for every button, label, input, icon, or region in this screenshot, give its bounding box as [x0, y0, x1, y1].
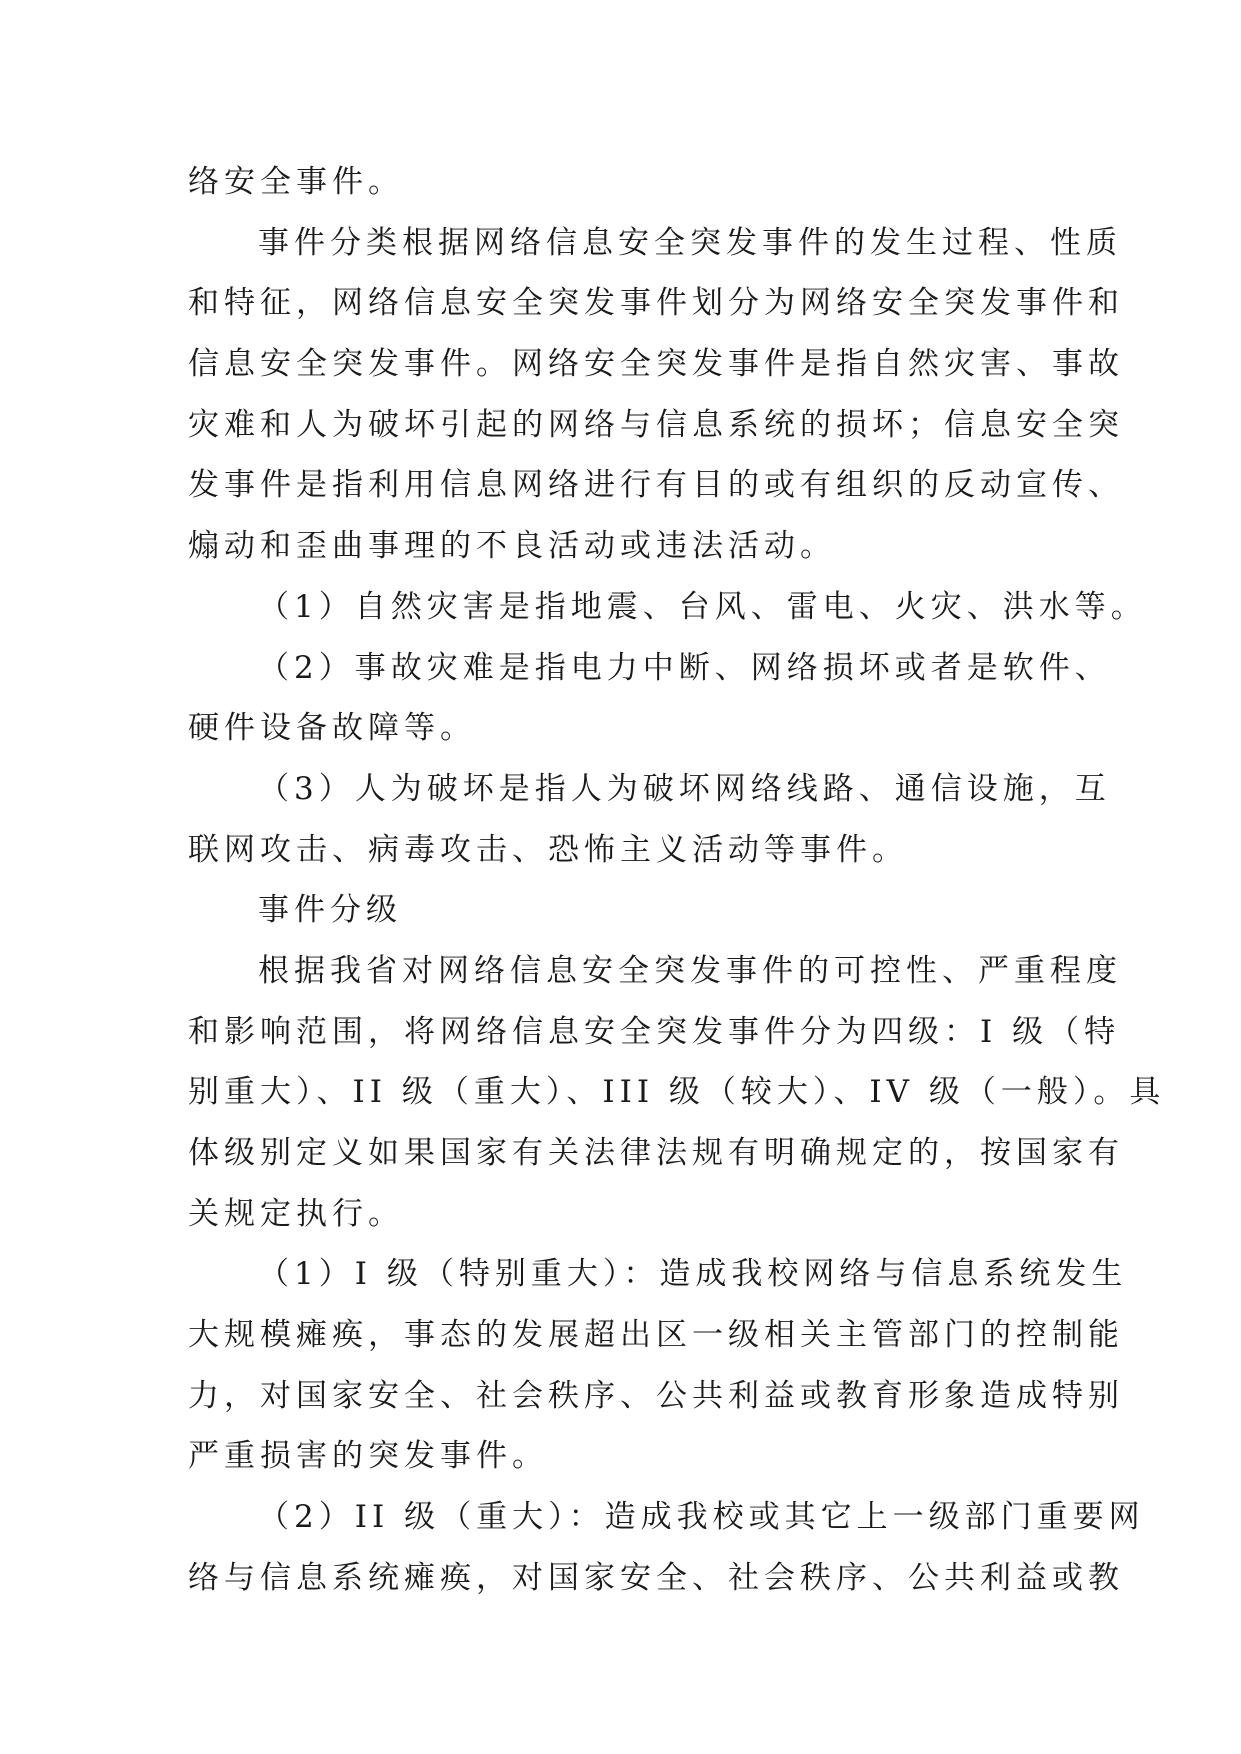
document-body [188, 152, 1166, 1609]
text-line: 联网攻击、病毒攻击、恐怖主义活动等事件。 [188, 831, 908, 868]
text-line: 和特征，网络信息安全突发事件划分为网络安全突发事件和 [188, 285, 1124, 322]
text-line: 络安全事件。 [188, 164, 404, 200]
text-line: 力，对国家安全、社会秩序、公共利益或教育形象造成特别 [188, 1377, 1124, 1414]
text-line: 体级别定义如果国家有关法律法规有明确规定的，按国家有 [188, 1135, 1124, 1171]
text-line: 严重损害的突发事件。 [188, 1438, 548, 1475]
text-line: 灾难和人为破坏引起的网络与信息系统的损坏；信息安全突 [188, 406, 1124, 443]
text-line: 煽动和歪曲事理的不良活动或违法活动。 [188, 528, 836, 565]
section-heading: 事件分级 [258, 892, 402, 929]
text-line: 信息安全突发事件。网络安全突发事件是指自然灾害、事故 [188, 346, 1124, 383]
text-line: （1）自然灾害是指地震、台风、雷电、火灾、洪水等。 [258, 588, 1147, 625]
text-line: 事件分类根据网络信息安全突发事件的发生过程、性质 [258, 224, 1122, 261]
text-line: 大规模瘫痪，事态的发展超出区一级相关主管部门的控制能 [188, 1317, 1124, 1354]
text-line: 发事件是指利用信息网络进行有目的或有组织的反动宣传、 [188, 467, 1124, 504]
text-line: 和影响范围，将网络信息安全突发事件分为四级：I 级（特 [188, 1013, 1121, 1050]
text-line: （2）事故灾难是指电力中断、网络损坏或者是软件、 [258, 649, 1111, 686]
text-line: 硬件设备故障等。 [188, 710, 476, 747]
text-line: 根据我省对网络信息安全突发事件的可控性、严重程度 [258, 952, 1122, 989]
text-line: （1）I 级（特别重大）：造成我校网络与信息系统发生 [258, 1256, 1128, 1293]
text-line: 别重大）、II 级（重大）、III 级（较大）、IV 级（一般）。具 [188, 1074, 1166, 1111]
text-line: （2）II 级（重大）：造成我校或其它上一级部门重要网 [258, 1499, 1145, 1536]
text-line: 关规定执行。 [188, 1195, 404, 1232]
text-line: 络与信息系统瘫痪，对国家安全、社会秩序、公共利益或教 [188, 1559, 1124, 1596]
text-line: （3）人为破坏是指人为破坏网络线路、通信设施，互 [258, 770, 1111, 807]
